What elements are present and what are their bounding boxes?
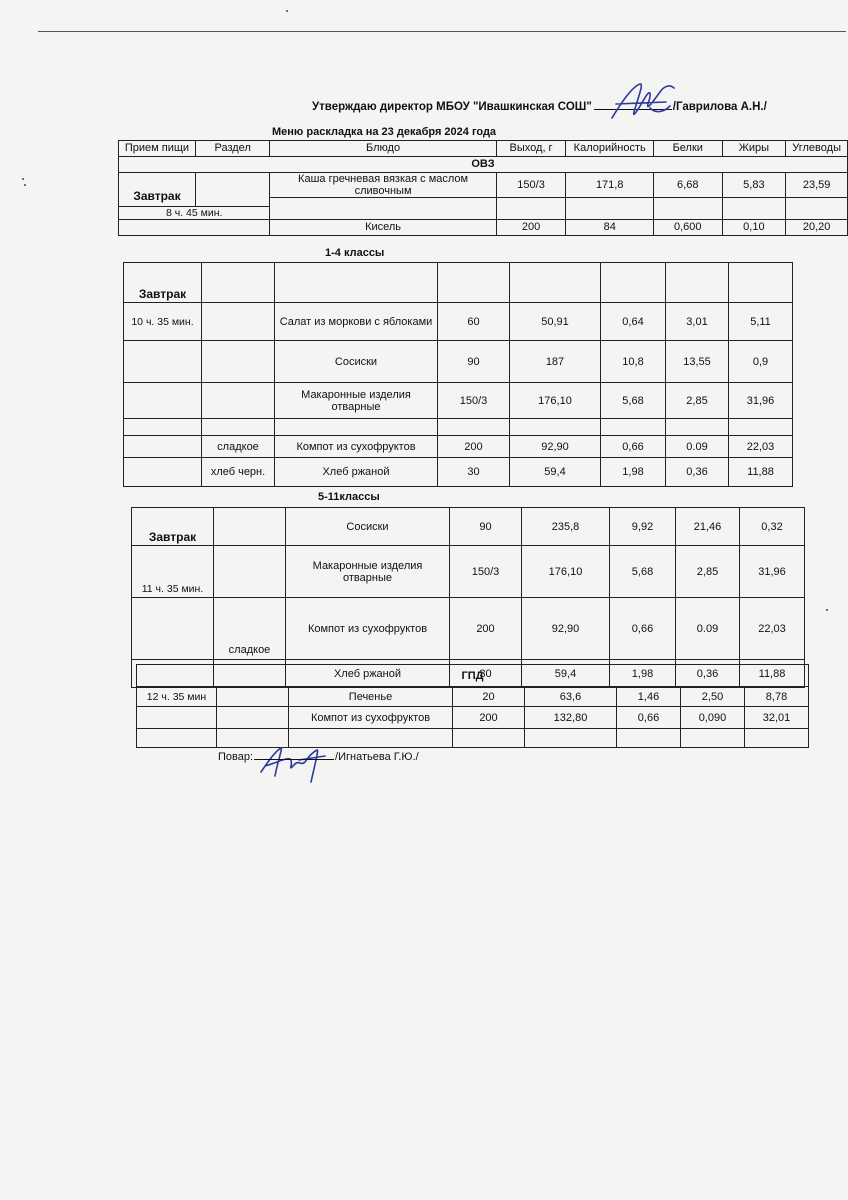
header-and-ovz-block bbox=[118, 130, 848, 236]
kcal: 176,10 bbox=[522, 546, 610, 598]
carbs: 11,88 bbox=[729, 458, 793, 487]
section-cell: сладкое bbox=[214, 598, 286, 660]
section-title-row bbox=[119, 156, 848, 172]
col-yield: Выход, г bbox=[496, 140, 566, 156]
director-name: /Гаврилова А.Н./ bbox=[672, 101, 767, 113]
fat: 2,85 bbox=[676, 546, 740, 598]
meal-time: 10 ч. 35 мин. bbox=[124, 303, 202, 341]
approval-line bbox=[312, 101, 767, 113]
fat: 2,50 bbox=[681, 687, 745, 707]
dish: Хлеб ржаной bbox=[275, 458, 438, 487]
gpd-table bbox=[136, 664, 809, 748]
protein: 10,8 bbox=[601, 341, 666, 383]
fat: 13,55 bbox=[666, 341, 729, 383]
yield: 30 bbox=[438, 458, 510, 487]
kcal: 176,10 bbox=[510, 383, 601, 419]
carbs: 0,9 bbox=[729, 341, 793, 383]
carbs: 31,96 bbox=[729, 383, 793, 419]
approval-text: Утверждаю директор МБОУ "Ивашкинская СОШ" bbox=[312, 101, 592, 113]
dish: Сосиски bbox=[286, 508, 450, 546]
grades-5-11-block bbox=[131, 507, 805, 688]
meal-time: 12 ч. 35 мин bbox=[137, 687, 217, 707]
fat: 3,01 bbox=[666, 303, 729, 341]
yield: 90 bbox=[438, 341, 510, 383]
scan-speck bbox=[826, 609, 828, 611]
section-cell bbox=[195, 172, 270, 206]
scan-speck bbox=[22, 178, 24, 180]
table-row bbox=[124, 341, 793, 383]
table-row bbox=[119, 172, 848, 197]
dish: Хлеб ржаной bbox=[286, 660, 450, 688]
meal-label: Завтрак bbox=[124, 263, 202, 303]
cook-signature bbox=[255, 742, 335, 786]
carbs: 8,78 bbox=[745, 687, 809, 707]
scan-speck bbox=[24, 184, 26, 186]
scan-speck bbox=[286, 10, 288, 12]
kcal: 171,8 bbox=[566, 172, 654, 197]
col-section: Раздел bbox=[195, 140, 270, 156]
grades-5-11-table bbox=[131, 507, 805, 688]
col-kcal: Калорийность bbox=[566, 140, 654, 156]
kcal: 63,6 bbox=[525, 687, 617, 707]
document-title: Меню раскладка на 23 декабря 2024 года bbox=[272, 126, 497, 138]
yield: 150/3 bbox=[496, 172, 566, 197]
protein: 9,92 bbox=[610, 508, 676, 546]
section-cell bbox=[214, 546, 286, 598]
yield: 150/3 bbox=[450, 546, 522, 598]
table-row bbox=[124, 436, 793, 458]
kcal: 132,80 bbox=[525, 707, 617, 729]
meal-label: Завтрак bbox=[119, 172, 196, 206]
kcal: 235,8 bbox=[522, 508, 610, 546]
protein: 0,66 bbox=[610, 598, 676, 660]
yield: 150/3 bbox=[438, 383, 510, 419]
col-carbs: Углеводы bbox=[786, 140, 848, 156]
fat: 0,090 bbox=[681, 707, 745, 729]
protein: 1,98 bbox=[610, 660, 676, 688]
dish: Сосиски bbox=[275, 341, 438, 383]
fat: 0,36 bbox=[676, 660, 740, 688]
fat: 0,36 bbox=[666, 458, 729, 487]
section-title-1-4: 1-4 классы bbox=[325, 247, 385, 259]
fat: 0.09 bbox=[676, 598, 740, 660]
cook-name: /Игнатьева Г.Ю./ bbox=[335, 751, 419, 763]
director-signature bbox=[604, 78, 684, 130]
carbs: 23,59 bbox=[786, 172, 848, 197]
protein: 6,68 bbox=[654, 172, 723, 197]
column-header-row bbox=[119, 140, 848, 156]
table-row bbox=[119, 219, 848, 235]
grades-1-4-block bbox=[123, 262, 793, 487]
table-row bbox=[132, 508, 805, 546]
yield: 200 bbox=[453, 707, 525, 729]
meal-time: 8 ч. 45 мин. bbox=[119, 206, 270, 219]
fat: 2,85 bbox=[666, 383, 729, 419]
fat: 0,10 bbox=[722, 219, 786, 235]
yield: 60 bbox=[438, 303, 510, 341]
kcal: 92,90 bbox=[522, 598, 610, 660]
protein: 0,66 bbox=[601, 436, 666, 458]
protein: 1,98 bbox=[601, 458, 666, 487]
protein: 5,68 bbox=[610, 546, 676, 598]
protein: 1,46 bbox=[617, 687, 681, 707]
section-cell: хлеб черн. bbox=[202, 458, 275, 487]
dish: Кисель bbox=[270, 219, 496, 235]
carbs: 20,20 bbox=[786, 219, 848, 235]
table-row bbox=[124, 458, 793, 487]
dish: Печенье bbox=[289, 687, 453, 707]
table-row bbox=[137, 707, 809, 729]
carbs: 31,96 bbox=[740, 546, 805, 598]
dish: Макаронные изделия отварные bbox=[275, 383, 438, 419]
kcal: 84 bbox=[566, 219, 654, 235]
section-title-row bbox=[137, 665, 809, 687]
carbs: 22,03 bbox=[740, 598, 805, 660]
fat: 0.09 bbox=[666, 436, 729, 458]
grades-1-4-table bbox=[123, 262, 793, 487]
yield: 200 bbox=[496, 219, 566, 235]
page-top-line bbox=[38, 31, 846, 32]
table-row bbox=[137, 687, 809, 707]
fat: 21,46 bbox=[676, 508, 740, 546]
table-row bbox=[124, 383, 793, 419]
table-row bbox=[132, 546, 805, 598]
dish: Макаронные изделия отварные bbox=[286, 546, 450, 598]
carbs: 11,88 bbox=[740, 660, 805, 688]
dish: Компот из сухофруктов bbox=[286, 598, 450, 660]
kcal: 187 bbox=[510, 341, 601, 383]
section-cell: сладкое bbox=[202, 436, 275, 458]
carbs: 32,01 bbox=[745, 707, 809, 729]
protein: 0,600 bbox=[654, 219, 723, 235]
gpd-block bbox=[136, 664, 809, 748]
table-row bbox=[124, 303, 793, 341]
carbs: 0,32 bbox=[740, 508, 805, 546]
carbs: 5,11 bbox=[729, 303, 793, 341]
section-title-ovz: ОВЗ bbox=[119, 156, 848, 172]
dish: Компот из сухофруктов bbox=[275, 436, 438, 458]
ovz-table bbox=[118, 130, 848, 236]
kcal: 92,90 bbox=[510, 436, 601, 458]
kcal: 50,91 bbox=[510, 303, 601, 341]
section-title-5-11: 5-11классы bbox=[318, 491, 380, 503]
section-cell bbox=[202, 341, 275, 383]
cook-signature-line bbox=[254, 751, 334, 760]
kcal: 59,4 bbox=[522, 660, 610, 688]
fat: 5,83 bbox=[722, 172, 786, 197]
dish: Компот из сухофруктов bbox=[289, 707, 453, 729]
col-meal: Прием пищи bbox=[119, 140, 196, 156]
cook-line bbox=[218, 751, 419, 763]
protein: 0,64 bbox=[601, 303, 666, 341]
table-row bbox=[132, 598, 805, 660]
section-cell bbox=[202, 383, 275, 419]
meal-label: Завтрак bbox=[132, 508, 214, 546]
dish: Салат из моркови с яблоками bbox=[275, 303, 438, 341]
protein: 5,68 bbox=[601, 383, 666, 419]
yield: 30 bbox=[450, 660, 522, 688]
yield: 20 bbox=[453, 687, 525, 707]
kcal: 59,4 bbox=[510, 458, 601, 487]
col-dish: Блюдо bbox=[270, 140, 496, 156]
col-protein: Белки bbox=[654, 140, 723, 156]
col-fat: Жиры bbox=[722, 140, 786, 156]
section-cell bbox=[214, 508, 286, 546]
yield: 200 bbox=[450, 598, 522, 660]
yield: 90 bbox=[450, 508, 522, 546]
section-cell bbox=[202, 303, 275, 341]
dish: Каша гречневая вязкая с маслом сливочным bbox=[270, 172, 496, 197]
section-title-gpd: ГПД bbox=[137, 665, 809, 687]
carbs: 22,03 bbox=[729, 436, 793, 458]
yield: 200 bbox=[438, 436, 510, 458]
protein: 0,66 bbox=[617, 707, 681, 729]
cook-label: Повар: bbox=[218, 751, 254, 763]
meal-time: 11 ч. 35 мин. bbox=[132, 546, 214, 598]
